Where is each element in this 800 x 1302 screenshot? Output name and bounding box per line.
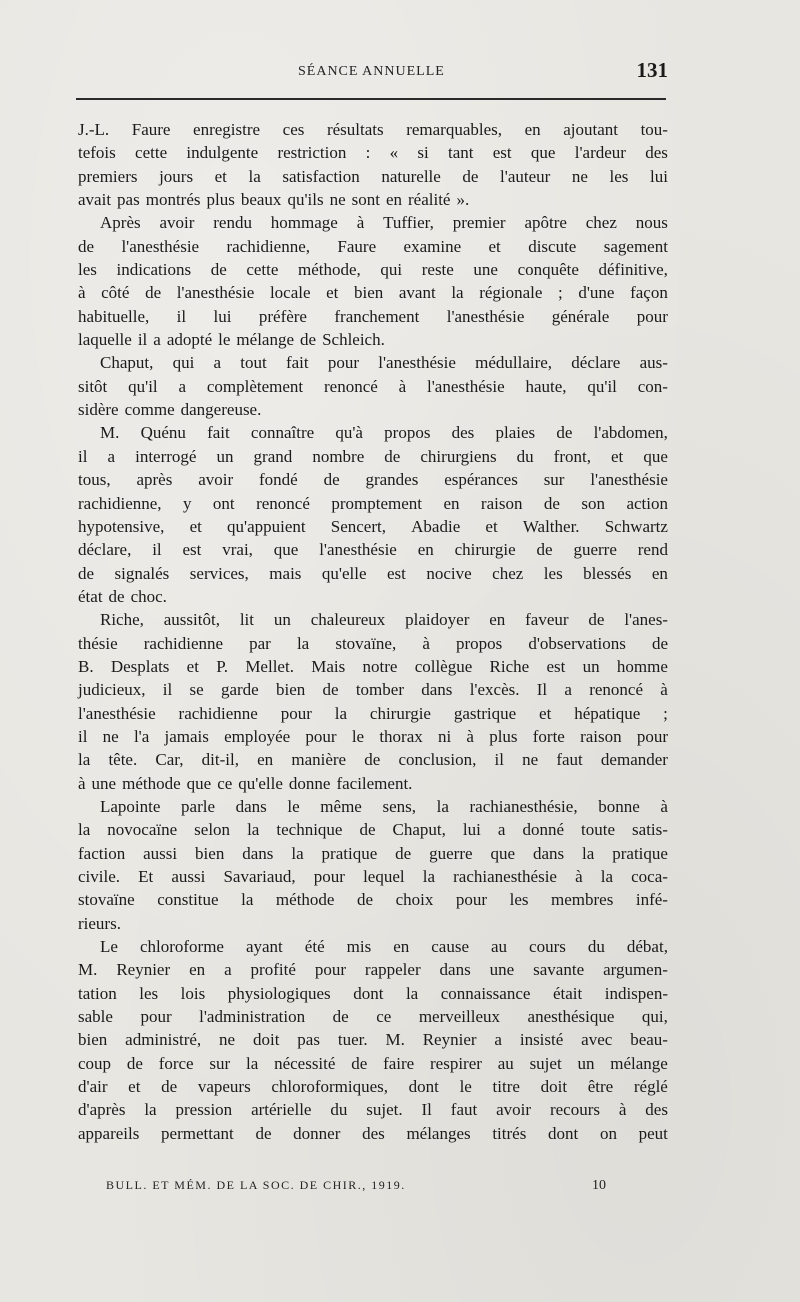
page-number: 131	[636, 58, 668, 82]
text-line: de signalés services, mais qu'elle est nocive chez les blessés en	[78, 563, 668, 583]
text-line: judicieux, il se garde bien de tomber dans l'excès. Il a renoncé à	[78, 680, 668, 700]
text-line: Lapointe parle dans le même sens, la rachianesthésie, bonne à	[100, 796, 668, 816]
text-line: état de choc.	[78, 586, 167, 606]
footer	[106, 1178, 606, 1202]
text-line: la tête. Car, dit-il, en manière de conclusion, il ne faut demander	[78, 750, 668, 770]
text-line: faction aussi bien dans la pratique de guerre que dans la pratique	[78, 843, 668, 863]
text-line: les indications de cette méthode, qui reste une conquête définitive,	[78, 260, 668, 280]
text-line: hypotensive, et qu'appuient Sencert, Abadie et Walther. Schwartz	[78, 516, 668, 536]
running-head	[78, 58, 668, 88]
footer-source: BULL. ET MÉM. DE LA SOC. DE CHIR., 1919.	[106, 1178, 406, 1192]
text-line: déclare, il est vrai, que l'anesthésie en chirurgie de guerre rend	[78, 540, 668, 560]
text-line: appareils permettant de donner des mélanges titrés dont on peut	[78, 1123, 668, 1143]
text-line: il ne l'a jamais employée pour le thorax ni à plus forte raison pour	[78, 726, 668, 746]
text-line: à une méthode que ce qu'elle donne facilement.	[78, 773, 413, 793]
text-line: civile. Et aussi Savariaud, pour lequel la rachianesthésie à la coca-	[78, 867, 668, 886]
text-line: laquelle il a adopté le mélange de Schleich.	[78, 330, 385, 350]
text-line: J.-L. Faure enregistre ces résultats remarquables, en ajoutant tou-	[78, 120, 668, 139]
text-line: Riche, aussitôt, lit un chaleureux plaidoyer en faveur de l'anes-	[100, 610, 668, 630]
text-line: stovaïne constitue la méthode de choix pour les membres infé-	[78, 890, 668, 910]
text-line: Chaput, qui a tout fait pour l'anesthésie médullaire, déclare aus-	[100, 353, 668, 373]
running-title: SÉANCE ANNUELLE	[298, 64, 445, 79]
text-line: M. Quénu fait connaître qu'à propos des plaies de l'abdomen,	[100, 423, 668, 443]
text-line: thésie rachidienne par la stovaïne, à propos d'observations de	[78, 633, 668, 653]
text-line: à côté de l'anesthésie locale et bien avant la régionale ; d'une façon	[78, 283, 668, 303]
text-line: bien administré, ne doit pas tuer. M. Reynier a insisté avec beau-	[78, 1030, 668, 1050]
text-line: sitôt qu'il a complètement renoncé à l'anesthésie haute, qu'il con-	[78, 376, 668, 396]
text-line: rieurs.	[78, 913, 121, 933]
text-line: d'après la pression artérielle du sujet. Il faut avoir recours à des	[78, 1100, 668, 1120]
text-line: Le chloroforme ayant été mis en cause au cours du débat,	[100, 937, 668, 957]
text-line: B. Desplats et P. Mellet. Mais notre collègue Riche est un homme	[78, 656, 668, 676]
text-line: premiers jours et la satisfaction naturelle de l'auteur ne les lui	[78, 166, 668, 186]
text-line: tation les lois physiologiques dont la connaissance était indispen-	[78, 983, 668, 1003]
text-line: tous, après avoir fondé de grandes espérances sur l'anesthésie	[78, 470, 668, 490]
text-line: habituelle, il lui préfère franchement l'anesthésie générale pour	[78, 306, 668, 326]
text-line: la novocaïne selon la technique de Chaput, lui a donné toute satis-	[78, 820, 668, 840]
text-line: coup de force sur la nécessité de faire respirer au sujet un mélange	[78, 1053, 668, 1073]
text-line: avait pas montrés plus beaux qu'ils ne sont en réalité ».	[78, 190, 470, 210]
text-line: l'anesthésie rachidienne pour la chirurgie gastrique et hépatique ;	[78, 703, 668, 723]
text-line: sidère comme dangereuse.	[78, 400, 262, 420]
text-line: M. Reynier en a profité pour rappeler dans une savante argumen-	[78, 960, 668, 980]
footer-signature: 10	[592, 1178, 606, 1193]
text-line: rachidienne, y ont renoncé promptement en raison de son action	[78, 493, 668, 513]
text-line: il a interrogé un grand nombre de chirurgiens du front, et que	[78, 446, 668, 466]
text-line: tefois cette indulgente restriction : « si tant est que l'ardeur des	[78, 143, 668, 163]
body-text	[78, 118, 668, 1145]
header-rule	[76, 98, 666, 100]
text-line: sable pour l'administration de ce merveilleux anesthésique qui,	[78, 1007, 668, 1027]
text-line: de l'anesthésie rachidienne, Faure examine et discute sagement	[78, 236, 668, 256]
text-line: d'air et de vapeurs chloroformiques, dont le titre doit être réglé	[78, 1077, 668, 1097]
text-line: Après avoir rendu hommage à Tuffier, premier apôtre chez nous	[100, 213, 668, 233]
